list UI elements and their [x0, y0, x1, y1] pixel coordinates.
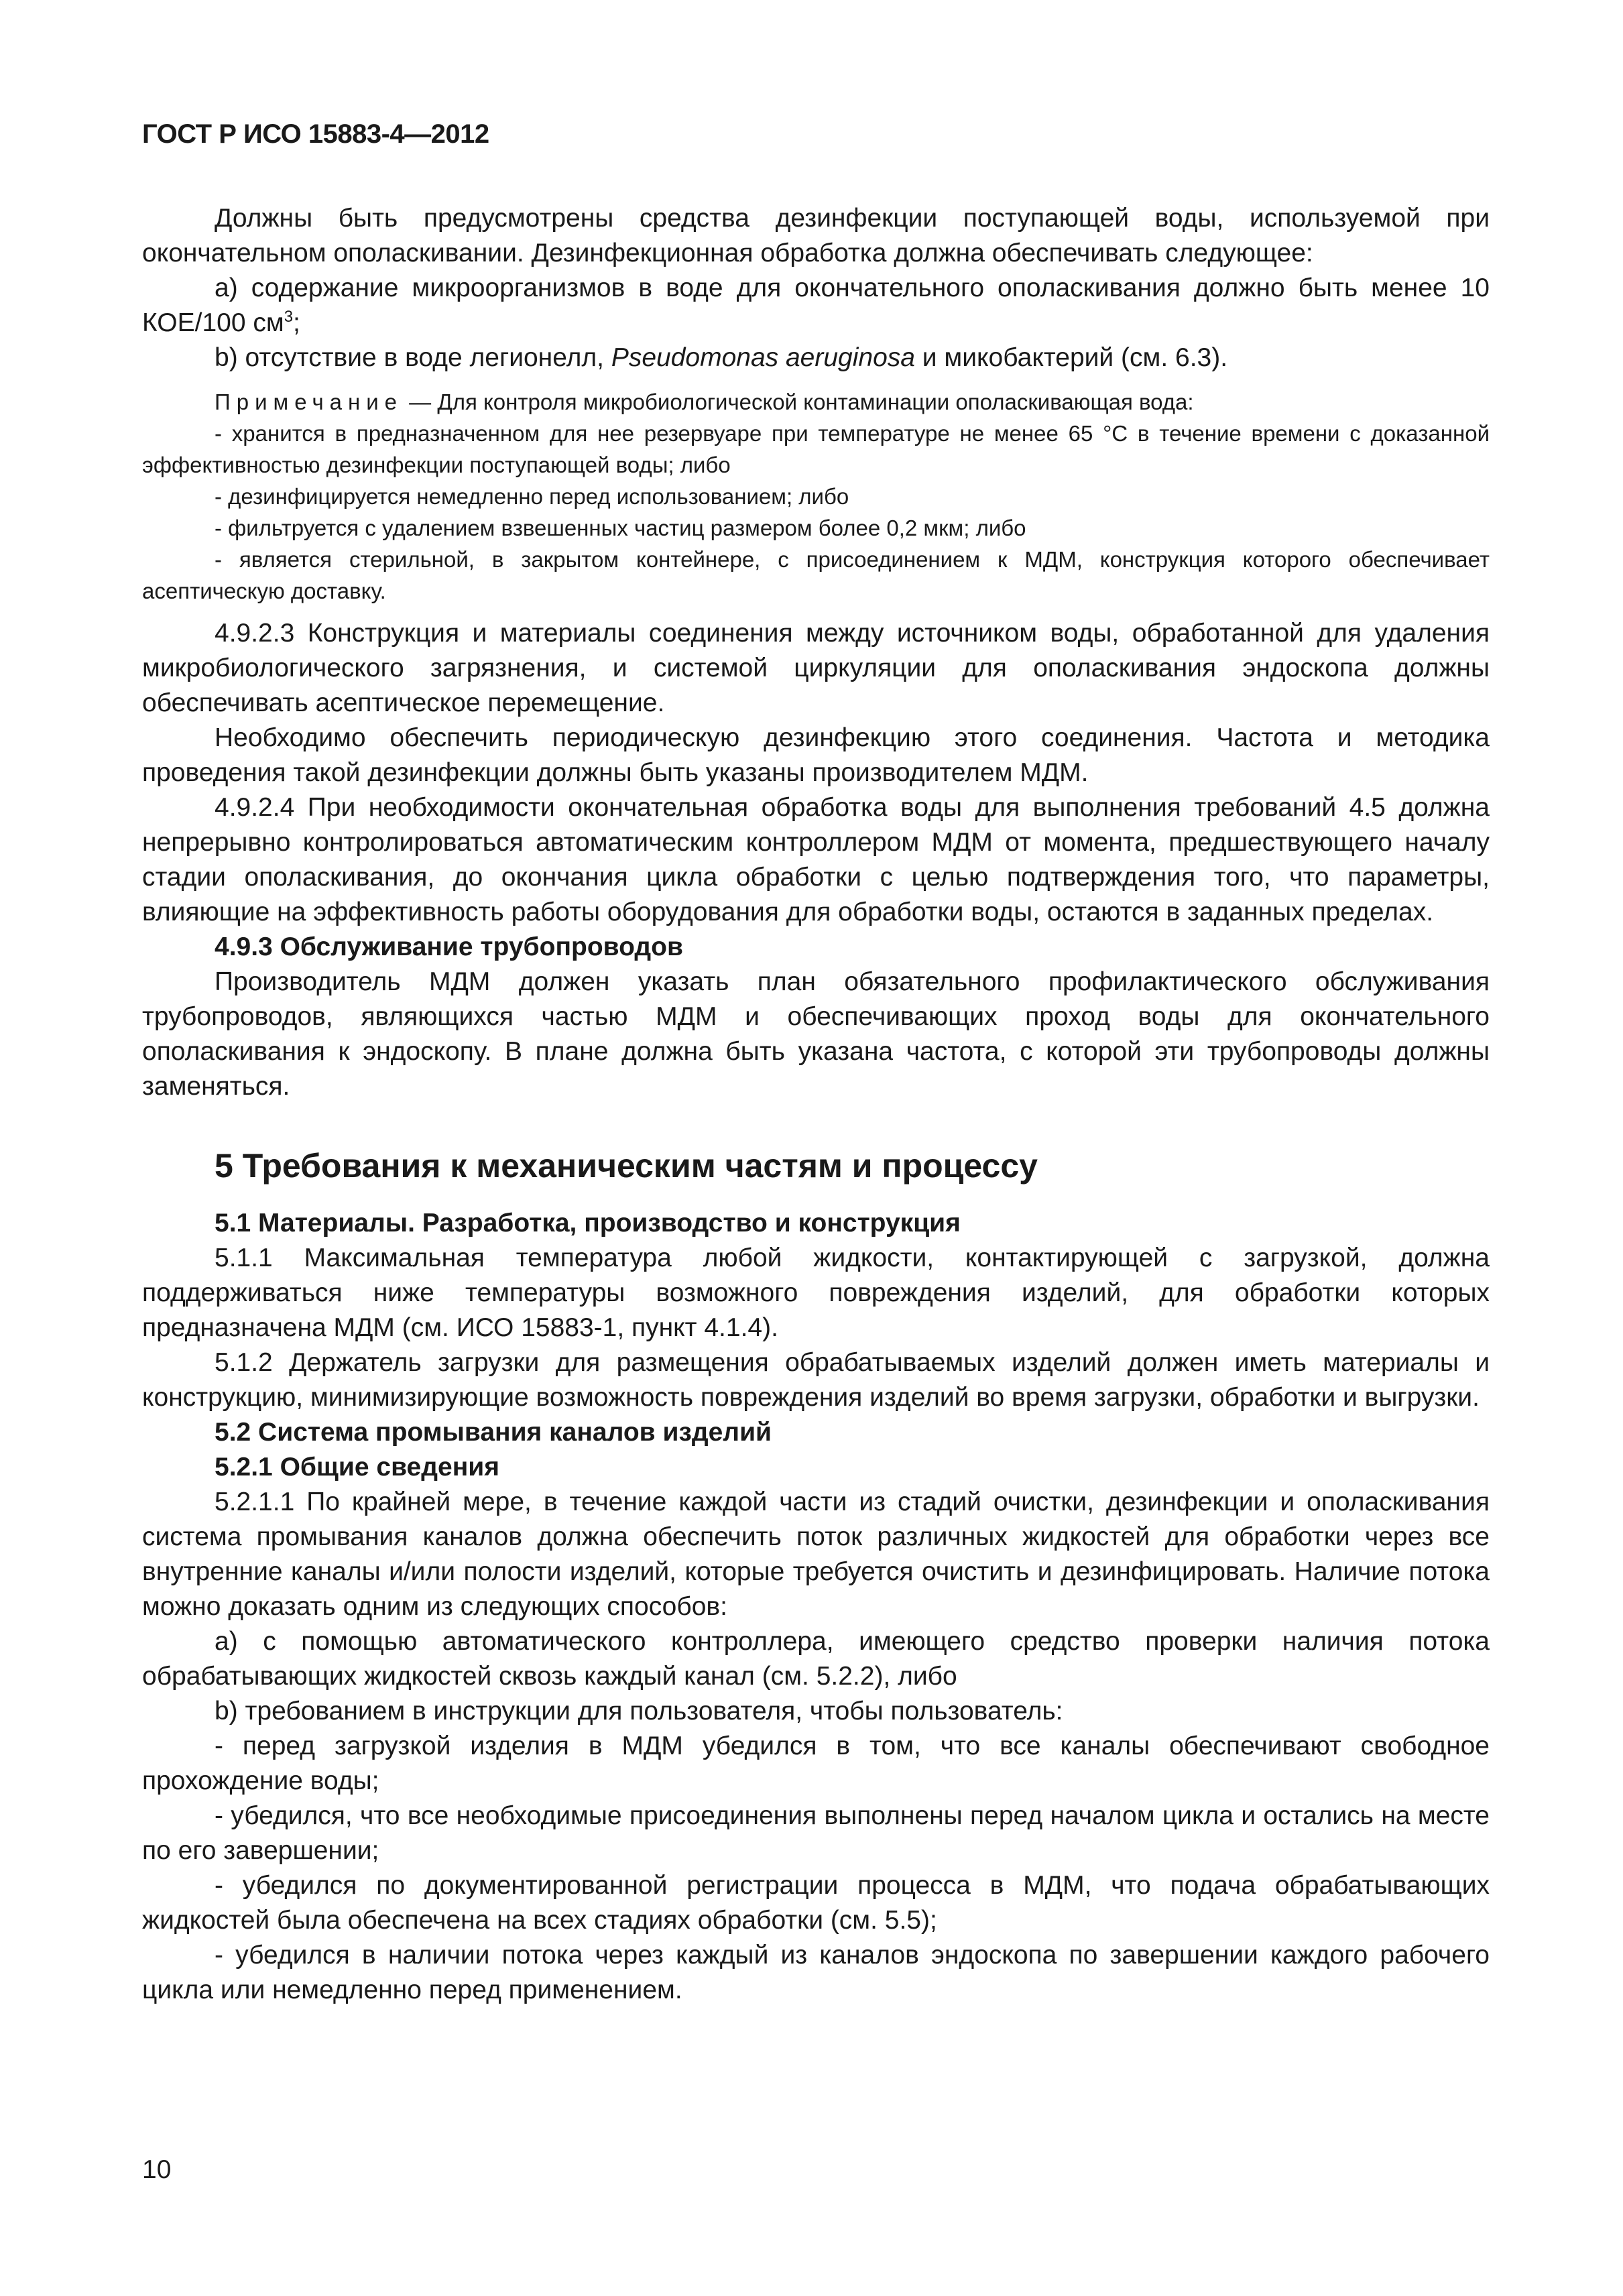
section-heading: 5.2 Система промывания каналов изделий — [215, 1418, 772, 1447]
note-block — [142, 386, 1490, 607]
item-end: ; — [293, 308, 300, 337]
document-body — [142, 201, 1490, 2008]
paragraph: b) требованием в инструкции для пользователя, чтобы пользователь: — [215, 1697, 1063, 1726]
page-number: 10 — [142, 2155, 172, 2184]
note-text: — Для контроля микробиологической контаминации ополаскивающая вода: — [403, 389, 1194, 414]
chapter-heading: 5 Требования к механическим частям и процессу — [215, 1147, 1038, 1185]
list-item — [142, 341, 1490, 375]
paragraph: а) с помощью автоматического контроллера, имеющего средство проверки наличия потока обрабатывающих жидкостей сквозь каждый канал (см. 5.2.2), либо — [142, 1627, 1490, 1691]
list-item: - убедился в наличии потока через каждый из каналов эндоскопа по завершении каждого рабочего цикла или немедленно перед применением. — [142, 1941, 1490, 2004]
note-label: Примечание — [215, 389, 404, 414]
section-heading: 5.1 Материалы. Разработка, производство и конструкция — [215, 1209, 961, 1237]
paragraph: Необходимо обеспечить периодическую дезинфекцию этого соединения. Частота и методика проведения такой дезинфекции должны быть указаны производителем МДМ. — [142, 723, 1490, 787]
subsection-heading: 5.2.1 Общие сведения — [215, 1453, 499, 1482]
item-text: b) отсутствие в воде легионелл, — [215, 343, 611, 372]
paragraph: Должны быть предусмотрены средства дезинфекции поступающей воды, используемой при окончательном ополаскивании. Дезинфекционная обработка должна обеспечивать следующее: — [142, 204, 1490, 267]
document-header: ГОСТ Р ИСО 15883-4—2012 — [142, 119, 489, 149]
list-item: - перед загрузкой изделия в МДМ убедился в том, что все каналы обеспечивают свободное прохождение воды; — [142, 1732, 1490, 1795]
note-item: - фильтруется с удалением взвешенных частиц размером более 0,2 мкм; либо — [215, 516, 1026, 540]
section-heading: 4.9.3 Обслуживание трубопроводов — [215, 932, 683, 961]
note-item: - дезинфицируется немедленно перед использованием; либо — [215, 484, 849, 509]
paragraph: 5.2.1.1 По крайней мере, в течение каждой части из стадий очистки, дезинфекции и ополаскивания система промывания каналов должна обеспечить поток различных жидкостей для обработки через все внутренние каналы и/или полости изделий, которые требуется очистить и дезинфицировать. Наличие потока можно доказать одним из следующих способов: — [142, 1488, 1490, 1621]
italic-term: Pseudomonas aeruginosa — [611, 343, 915, 372]
paragraph: Производитель МДМ должен указать план обязательного профилактического обслуживания трубопроводов, являющихся частью МДМ и обеспечивающих проход воды для окончательного ополаскивания к эндоскопу. В плане должна быть указана частота, с которой эти трубопроводы должны заменяться. — [142, 967, 1490, 1101]
item-text: а) содержание микроорганизмов в воде для окончательного ополаскивания должно быть менее 10 КОЕ/100 см — [142, 274, 1490, 337]
list-item: - убедился, что все необходимые присоединения выполнены перед началом цикла и остались на месте по его завершении; — [142, 1801, 1490, 1865]
note-item: - хранится в предназначенном для нее резервуаре при температуре не менее 65 °С в течение времени с доказанной эффективностью дезинфекции поступающей воды; либо — [142, 421, 1490, 477]
superscript: 3 — [284, 308, 294, 326]
paragraph: 4.9.2.4 При необходимости окончательная обработка воды для выполнения требований 4.5 должна непрерывно контролироваться автоматическим контроллером МДМ от момента, предшествующего началу стадии ополаскивания, до окончания цикла обработки с целью подтверждения того, что параметры, влияющие на эффективность работы оборудования для обработки воды, остаются в заданных пределах. — [142, 793, 1490, 926]
paragraph: 4.9.2.3 Конструкция и материалы соединения между источником воды, обработанной для удаления микробиологического загрязнения, и системой циркуляции для ополаскивания эндоскопа должны обеспечивать асептическое перемещение. — [142, 619, 1490, 717]
note-intro — [142, 386, 1490, 418]
item-text-end: и микобактерий (см. 6.3). — [914, 343, 1228, 372]
paragraph: 5.1.2 Держатель загрузки для размещения обрабатываемых изделий должен иметь материалы и конструкцию, минимизирующие возможность повреждения изделий во время загрузки, обработки и выгрузки. — [142, 1348, 1490, 1412]
paragraph: 5.1.1 Максимальная температура любой жидкости, контактирующей с загрузкой, должна поддерживаться ниже температуры возможного повреждения изделий, для обработки которых предназначена МДМ (см. ИСО 15883-1, пункт 4.1.4). — [142, 1244, 1490, 1342]
list-item — [142, 271, 1490, 341]
note-item: - является стерильной, в закрытом контейнере, с присоединением к МДМ, конструкция которого обеспечивает асептическую доставку. — [142, 547, 1490, 603]
list-item: - убедился по документированной регистрации процесса в МДМ, что подача обрабатывающих жидкостей была обеспечена на всех стадиях обработки (см. 5.5); — [142, 1871, 1490, 1935]
